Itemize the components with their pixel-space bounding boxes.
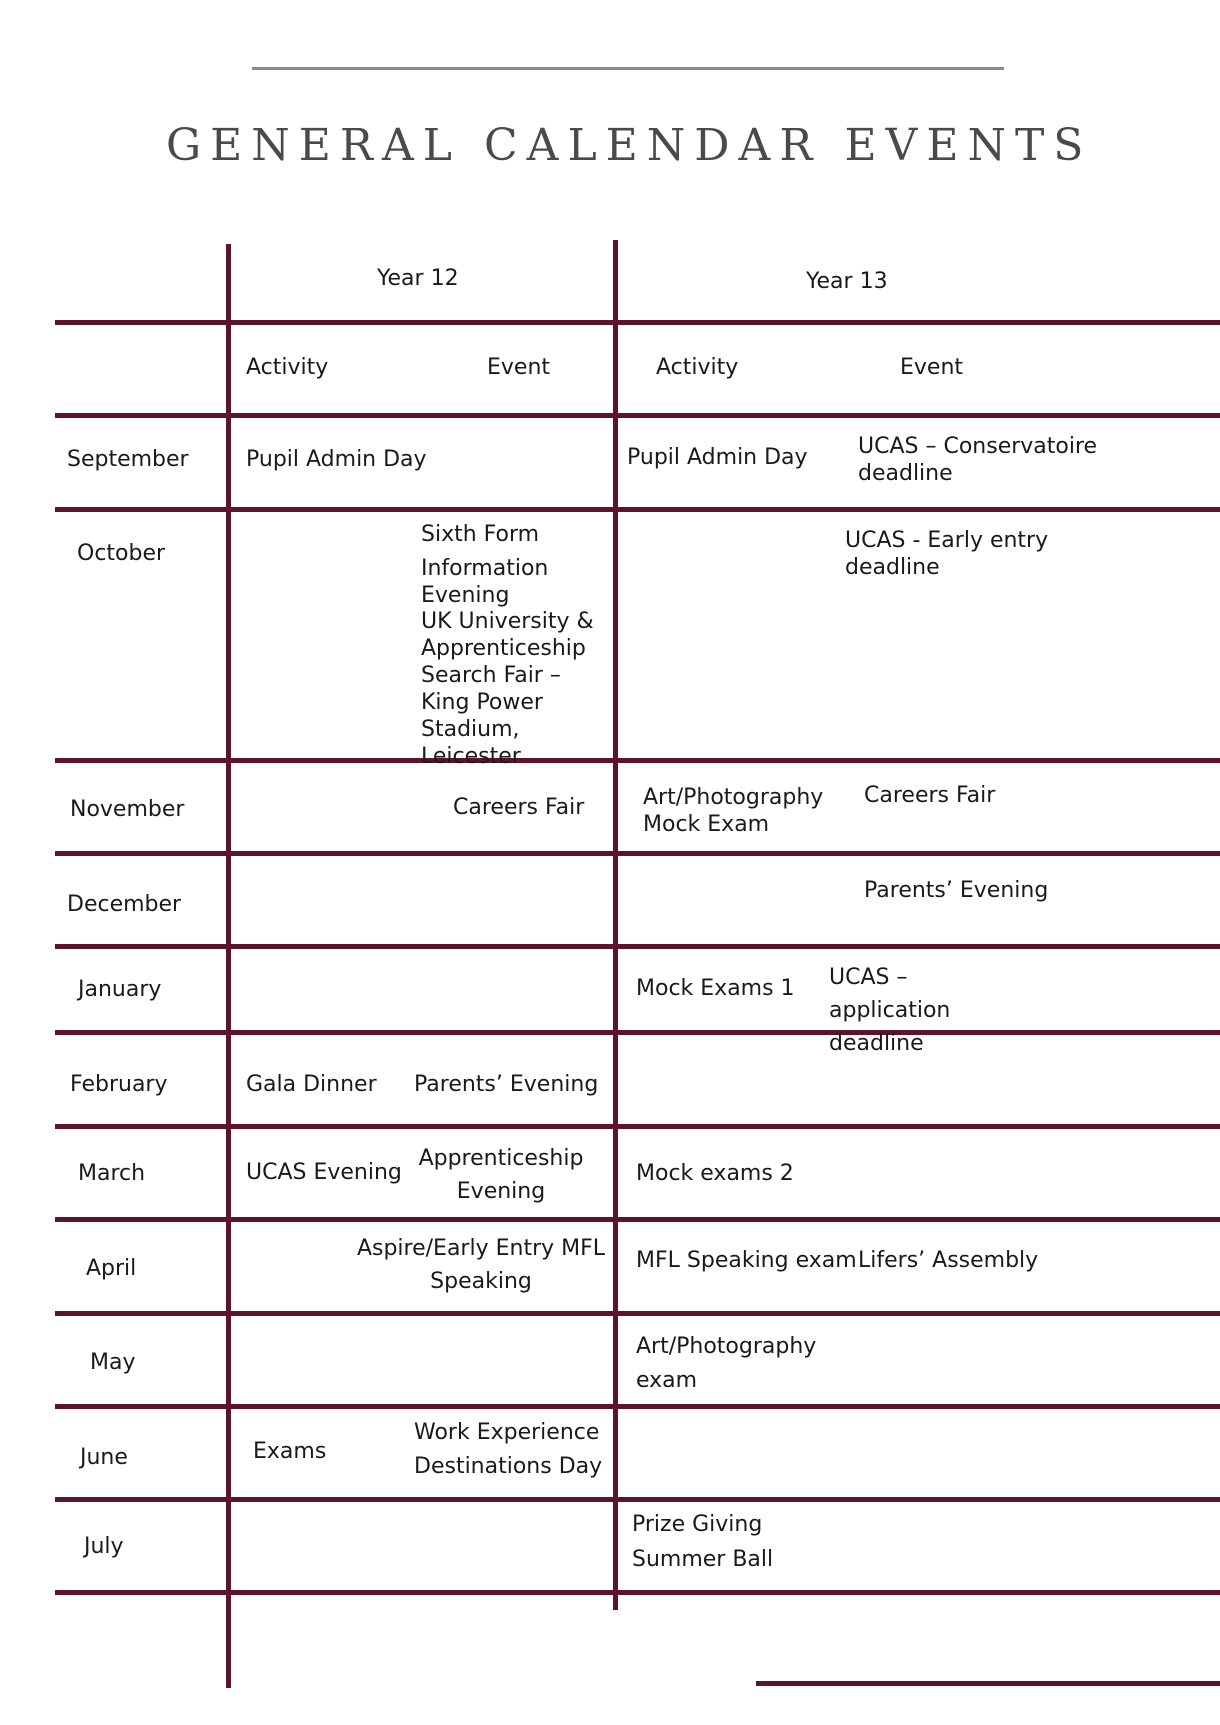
- divider-horizontal: [55, 1030, 1220, 1035]
- header-y12-activity: Activity: [246, 355, 329, 380]
- divider-horizontal: [55, 1497, 1220, 1502]
- y12-event-cell: Careers Fair: [453, 795, 585, 820]
- month-label: April: [86, 1256, 137, 1281]
- y13-event-cell: UCAS - Early entry deadline: [845, 528, 1049, 580]
- header-y13-event: Event: [900, 355, 964, 380]
- y12-activity-cell: Exams: [253, 1439, 327, 1464]
- y13-activity-cell: Mock exams 2: [636, 1161, 794, 1186]
- divider-vertical-month: [226, 244, 231, 1688]
- divider-horizontal: [55, 1217, 1220, 1222]
- y12-activity-cell: Gala Dinner: [246, 1072, 377, 1097]
- top-rule: [252, 67, 1004, 70]
- y12-event-cell: Parents’ Evening: [414, 1072, 599, 1097]
- y13-activity-cell: Art/Photography Mock Exam: [643, 785, 824, 837]
- month-label: November: [70, 797, 185, 822]
- y13-activity-cell: Pupil Admin Day: [627, 445, 808, 470]
- month-label: March: [78, 1161, 146, 1186]
- y12-event-cell: UK University & Apprenticeship Search Fair – King Power Stadium, Leicester: [421, 609, 594, 769]
- divider-horizontal: [55, 507, 1220, 512]
- header-year-12: Year 12: [377, 266, 459, 291]
- y13-event-cell: UCAS – Conservatoire deadline: [858, 434, 1098, 486]
- divider-horizontal: [55, 1124, 1220, 1129]
- y12-event-cell: Information Evening: [421, 556, 549, 608]
- y12-activity-cell: Pupil Admin Day: [246, 447, 427, 472]
- bottom-rule: [756, 1681, 1220, 1686]
- header-year-13: Year 13: [806, 269, 888, 294]
- divider-horizontal: [55, 944, 1220, 949]
- y13-activity-cell: Mock Exams 1: [636, 976, 795, 1001]
- divider-horizontal: [55, 1311, 1220, 1316]
- y12-event-cell: Aspire/Early Entry MFL Speaking: [356, 1236, 606, 1294]
- month-label: February: [70, 1072, 168, 1097]
- month-label: January: [78, 977, 162, 1002]
- y13-event-cell: Lifers’ Assembly: [858, 1248, 1039, 1273]
- y12-event-cell: Work Experience Destinations Day: [414, 1420, 603, 1479]
- y12-event-cell: Sixth Form: [421, 522, 540, 547]
- y13-event-cell: UCAS – application deadline: [829, 965, 951, 1056]
- month-label: October: [77, 541, 166, 566]
- y12-activity-cell: UCAS Evening: [246, 1160, 402, 1185]
- y13-event-cell: Careers Fair: [864, 783, 996, 808]
- y13-event-cell: Parents’ Evening: [864, 878, 1049, 903]
- divider-horizontal: [55, 851, 1220, 856]
- month-label: July: [84, 1534, 124, 1559]
- y13-activity-cell: Summer Ball: [632, 1547, 774, 1572]
- divider-horizontal: [55, 1404, 1220, 1409]
- y13-activity-cell: MFL Speaking exam: [636, 1248, 857, 1273]
- y12-event-cell: Apprenticeship Evening: [418, 1146, 584, 1204]
- divider-horizontal: [55, 1590, 1220, 1595]
- divider-horizontal: [55, 320, 1220, 325]
- header-y12-event: Event: [487, 355, 551, 380]
- page-title: GENERAL CALENDAR EVENTS: [166, 120, 1093, 171]
- header-y13-activity: Activity: [656, 355, 739, 380]
- y13-activity-cell: Art/Photography exam: [636, 1334, 817, 1393]
- divider-horizontal: [55, 413, 1220, 418]
- divider-horizontal: [55, 758, 1220, 763]
- month-label: May: [90, 1350, 136, 1375]
- y13-activity-cell: Prize Giving: [632, 1512, 763, 1537]
- month-label: December: [67, 892, 182, 917]
- month-label: June: [80, 1445, 128, 1470]
- month-label: September: [67, 447, 189, 472]
